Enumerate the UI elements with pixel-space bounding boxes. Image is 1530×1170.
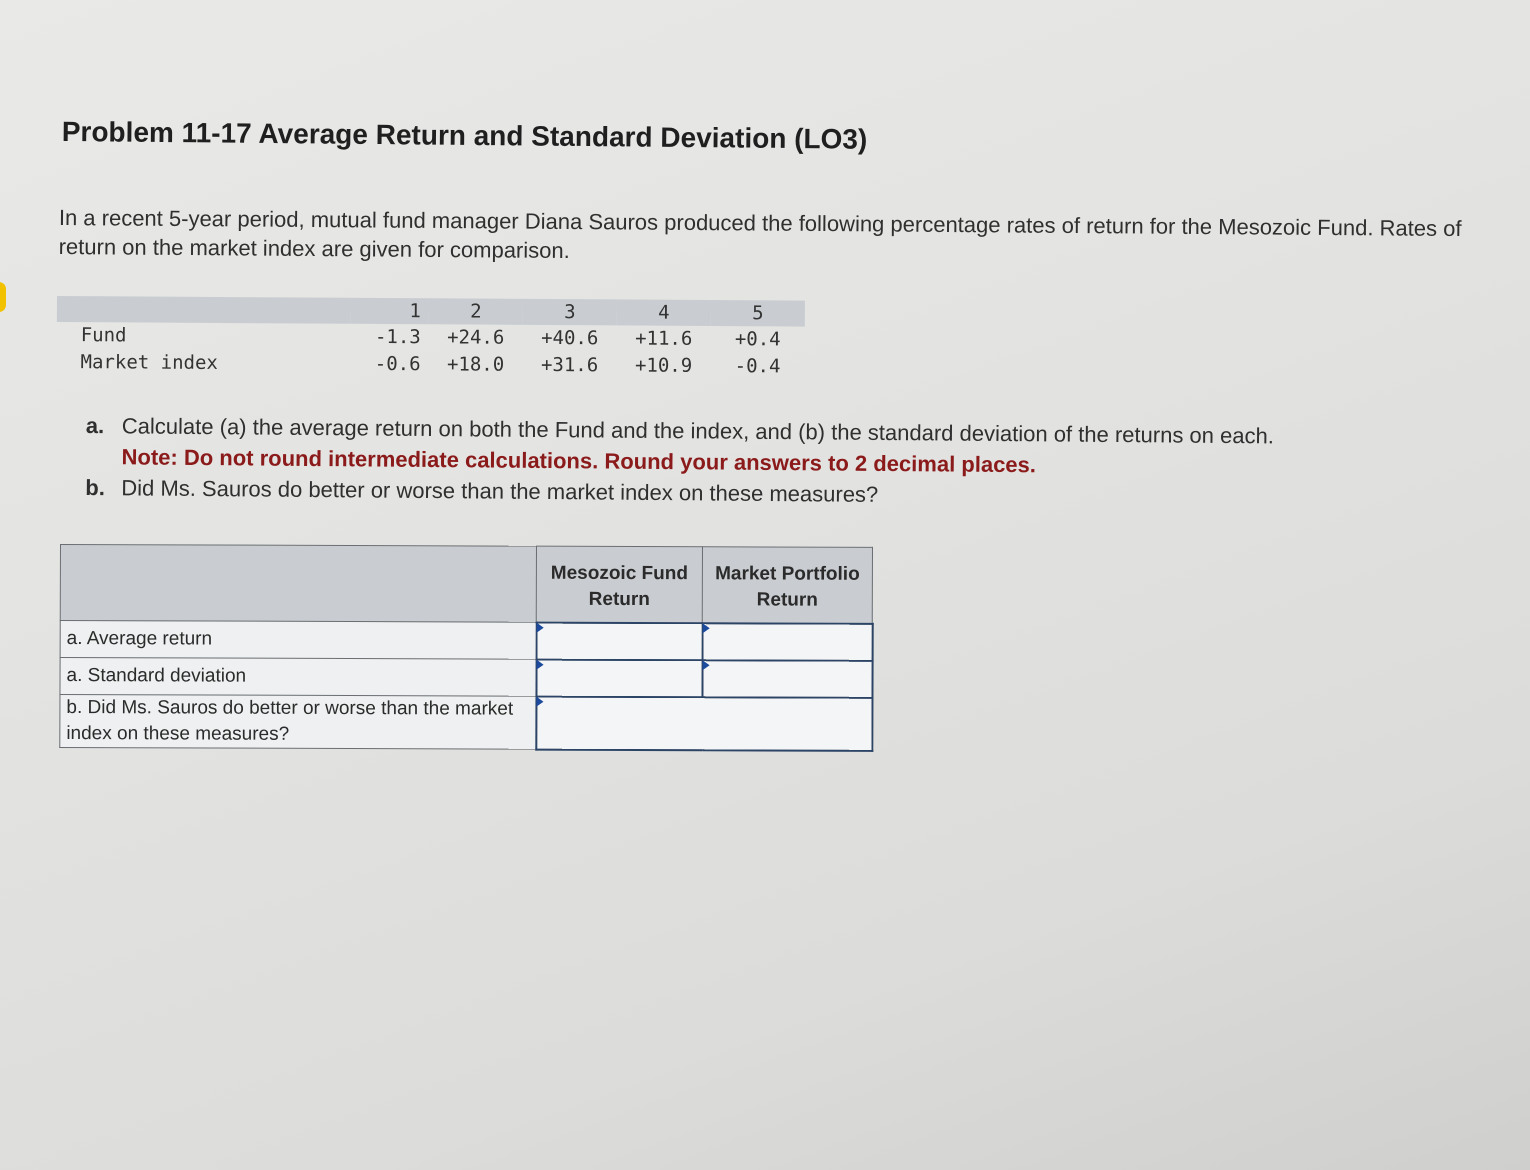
question-letter: a. <box>85 412 105 439</box>
market-index-row <box>57 349 805 381</box>
return-value: -0.6 <box>374 352 421 376</box>
column-header-line: Mesozoic Fund <box>550 562 689 585</box>
return-value: +24.6 <box>447 326 505 349</box>
comparison-answer-select[interactable] <box>536 696 872 750</box>
sidebar-indicator <box>0 282 6 312</box>
year-header: 3 <box>523 299 617 326</box>
column-header-line: Return <box>588 588 650 611</box>
column-header-line: Return <box>756 589 818 611</box>
market-average-return-input[interactable] <box>702 623 872 661</box>
column-header-mesozoic-fund <box>536 546 702 623</box>
input-marker-icon <box>702 660 709 670</box>
return-value: +18.0 <box>446 353 505 376</box>
row-label: Market index <box>80 351 218 374</box>
question-list <box>85 410 1446 515</box>
average-return-row <box>60 621 872 661</box>
return-value: +0.4 <box>734 328 781 351</box>
question-text: Calculate (a) the average return on both the Fund and the index, and (b) the standard deviation of the returns on each. <box>121 413 1275 449</box>
row-label: a. Standard deviation <box>60 658 536 697</box>
market-standard-deviation-input[interactable] <box>702 660 872 698</box>
column-header-line: Market Portfolio <box>715 563 860 585</box>
year-header: 5 <box>711 300 805 327</box>
page-title: Problem 11-17 Average Return and Standard Deviation (LO3) <box>61 116 868 155</box>
return-value: +11.6 <box>635 327 693 350</box>
header-blank-cell <box>57 296 351 324</box>
fund-average-return-input[interactable] <box>536 622 702 660</box>
question-text: Did Ms. Sauros do better or worse than the market index on these measures? <box>121 475 879 507</box>
year-header: 1 <box>351 298 429 324</box>
row-label: Fund <box>80 324 127 347</box>
return-value: +31.6 <box>540 353 599 377</box>
return-value: +10.9 <box>634 354 693 377</box>
answer-table <box>59 544 873 751</box>
row-label: a. Average return <box>60 621 536 660</box>
return-value: -0.4 <box>734 355 781 378</box>
year-header: 4 <box>617 299 711 326</box>
return-value: +40.6 <box>541 326 599 350</box>
question-letter: b. <box>85 474 105 501</box>
answer-table-header <box>60 545 872 624</box>
problem-intro: In a recent 5-year period, mutual fund manager Diana Sauros produced the following percentage rates of return for the Mesozoic Fund. Rates of return on the market index are given for comparison. <box>58 204 1462 264</box>
rounding-note: Note: Do not round intermediate calculations. Round your answers to 2 decimal places. <box>121 444 1037 478</box>
column-header-market-portfolio <box>702 547 872 624</box>
input-marker-icon <box>702 623 709 633</box>
year-header: 2 <box>429 298 523 325</box>
returns-table <box>57 296 805 381</box>
header-blank-cell <box>60 545 536 623</box>
fund-standard-deviation-input[interactable] <box>536 659 702 697</box>
return-value: -1.3 <box>374 325 421 349</box>
row-label: b. Did Ms. Sauros do better or worse than the market index on these measures? <box>60 695 536 750</box>
standard-deviation-row <box>60 658 872 698</box>
input-marker-icon <box>536 696 543 706</box>
returns-table-container <box>57 296 805 381</box>
input-marker-icon <box>536 659 543 669</box>
input-marker-icon <box>536 622 543 632</box>
comparison-row <box>60 695 872 751</box>
answer-table-container <box>59 544 873 751</box>
